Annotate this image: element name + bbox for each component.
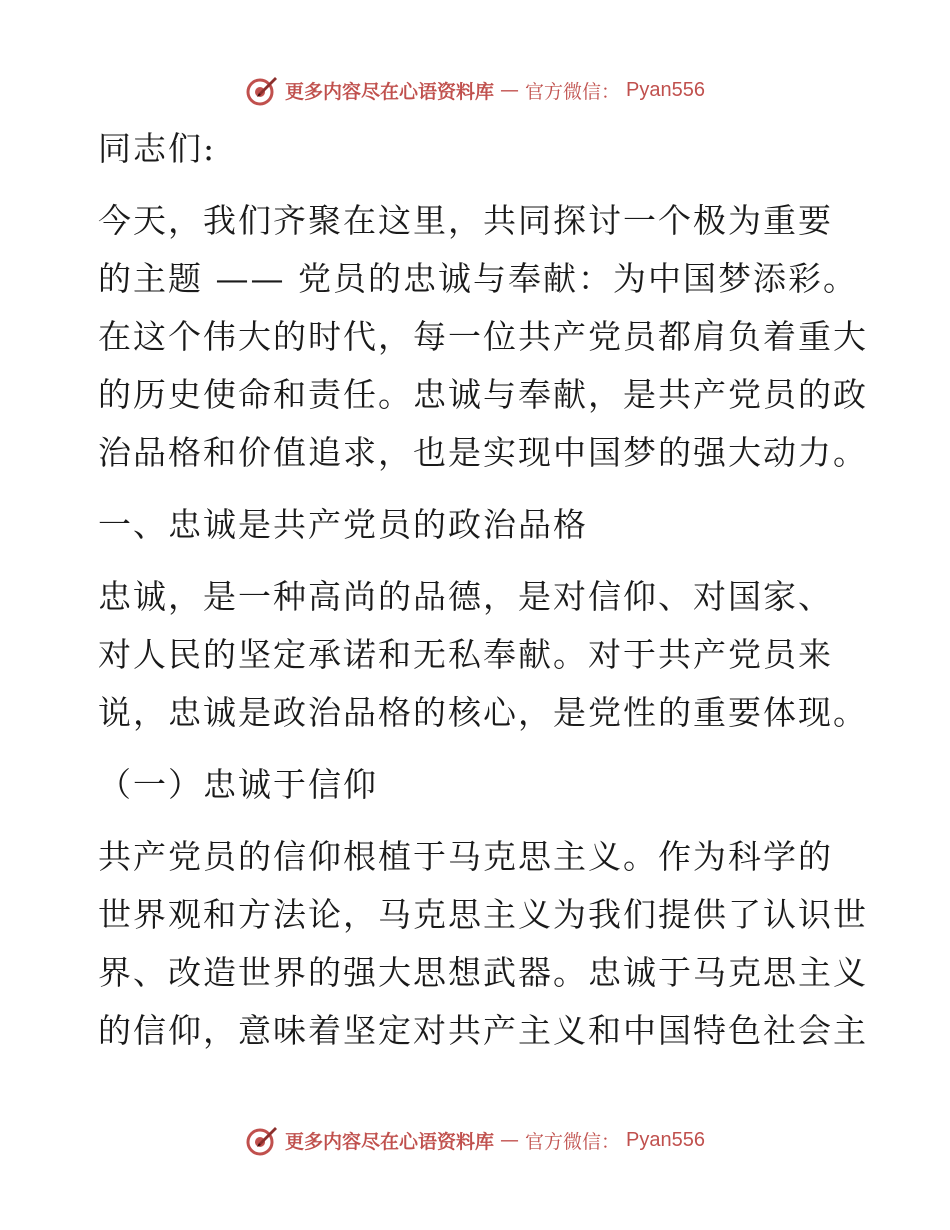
subsection-heading: （一）忠诚于信仰 <box>98 765 378 804</box>
banner-wechat-id: Pyan556 <box>626 1128 705 1151</box>
banner-separator: — <box>500 1129 520 1151</box>
footer-banner <box>0 1120 950 1160</box>
paragraph-line: 界、改造世界的强大思想武器。忠诚于马克思主义 <box>98 953 868 992</box>
greeting: 同志们: <box>98 129 217 168</box>
paragraph-line: 说，忠诚是政治品格的核心，是党性的重要体现。 <box>98 693 868 732</box>
paragraph-line: 对人民的坚定承诺和无私奉献。对于共产党员来 <box>98 635 833 674</box>
banner-text: 更多内容尽在心语资料库 <box>285 80 495 103</box>
banner-wechat-label: 官方微信： <box>525 1130 621 1153</box>
paragraph-line: 忠诚，是一种高尚的品德，是对信仰、对国家、 <box>98 577 833 616</box>
paragraph-belief <box>98 828 868 1060</box>
paragraph-line: 的信仰，意味着坚定对共产主义和中国特色社会主 <box>98 1011 868 1050</box>
banner-wechat-label: 官方微信： <box>525 80 621 103</box>
paragraph-line: 共产党员的信仰根植于马克思主义。作为科学的 <box>98 837 833 876</box>
paragraph-line: 治品格和价值追求，也是实现中国梦的强大动力。 <box>98 433 868 472</box>
paragraph-loyalty <box>98 568 868 742</box>
banner-text: 更多内容尽在心语资料库 <box>285 1130 495 1153</box>
header-banner <box>0 70 950 110</box>
paragraph-intro <box>98 192 868 482</box>
document-body <box>98 120 868 1060</box>
pen-logo-icon <box>245 73 279 107</box>
pen-logo-icon <box>245 1123 279 1157</box>
paragraph-line: 的历史使命和责任。忠诚与奉献，是共产党员的政 <box>98 375 868 414</box>
banner-wechat-id: Pyan556 <box>626 78 705 101</box>
paragraph-line: 今天，我们齐聚在这里，共同探讨一个极为重要 <box>98 201 833 240</box>
section-heading: 一、忠诚是共产党员的政治品格 <box>98 505 588 544</box>
paragraph-line: 世界观和方法论，马克思主义为我们提供了认识世 <box>98 895 868 934</box>
banner-separator: — <box>500 79 520 101</box>
paragraph-line: 的主题 —— 党员的忠诚与奉献：为中国梦添彩。 <box>98 259 858 298</box>
paragraph-line: 在这个伟大的时代，每一位共产党员都肩负着重大 <box>98 317 868 356</box>
